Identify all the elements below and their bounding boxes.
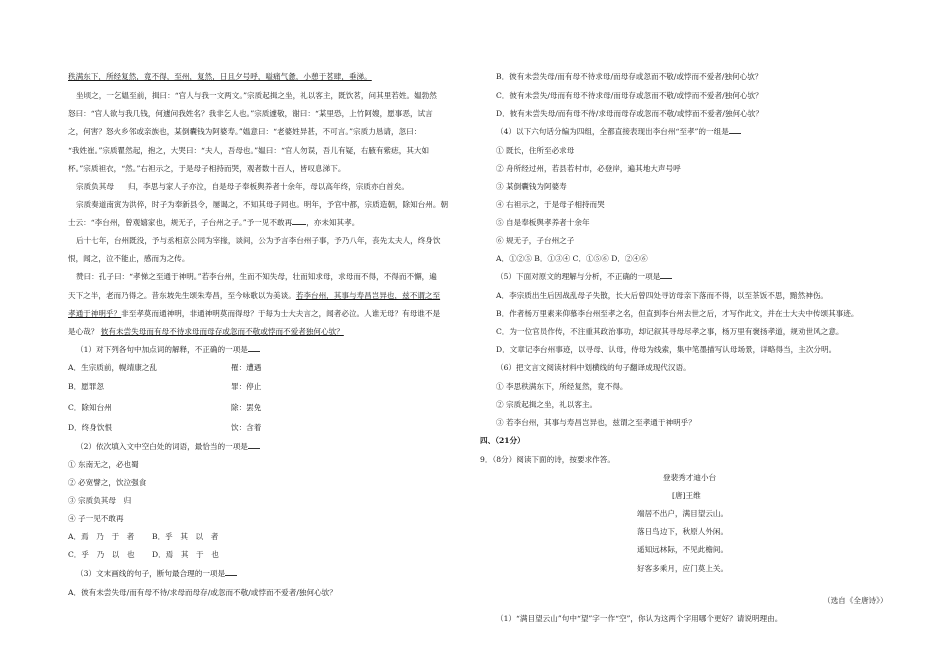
q5-option-c: C．为一位官员作传，不注重其政治事功，却记叙其寻母尽孝之事，杨万里有褒扬孝道，规劝世风之意。	[496, 327, 844, 336]
underlined-sentence-1: 秩满东下，所经复然，竟不得，至州，复然，日且夕号呼，嗌痛气惫，小憩于茗肆，垂涕。	[68, 72, 372, 81]
q2-item-2: ② 必宽譬之，饮泣强食	[68, 478, 147, 487]
q3-option-d: D．彼有未尝失母/而有母不待/求母而母存或忽而不敬/或悖而不爱者/独何心欤？	[496, 109, 763, 118]
q4-item-4: ④ 右袒示之，于是母子相持而哭	[496, 200, 605, 209]
q3-option-b: B．彼有未尝失母/而有母不待求母/而母存或忽而不敬/或悖而不爱者/独何心欤？	[496, 72, 763, 81]
para-1	[68, 72, 372, 82]
question-3-text: （3）文末画线的句子，断句最合理的一项是	[76, 569, 226, 578]
q4-item-3: ③ 某倒囊钱为阿婆寿	[496, 182, 567, 191]
para-5-line-1: 后十七年，台州既没，予与丞相京公同为宰掾，谈间，公为予言李台州子事，予乃八年，丧先太夫人，终身饮	[76, 236, 441, 245]
para-2-line-1: 坐顷之，一乞媪至前，揖曰：“官人与我一文两文。”宗质起揖之坐，礼以客主，既饮茗，问其里若姓。媪勃然	[76, 91, 437, 100]
para-2-line-4: “我姓崔。”宗质瞿然起，抱之，大哭曰：“夫人，吾母也。”媪曰：“官人勿误，吾儿有疑，右腋有紫痣，其大如	[68, 146, 430, 155]
q2-option-c: C．乎 乃 以 也	[68, 550, 135, 559]
q2-option-b: B．乎 其 以 者	[152, 532, 219, 541]
q4-item-2: ② 舟所经过州，若县若村市，必登岸，遍其地大声号呼	[496, 164, 681, 173]
q6-item-2: ② 宗质起揖之坐，礼以客主。	[496, 400, 598, 409]
q2-option-a: A．焉 乃 于 者	[68, 532, 135, 541]
para-4-line-2	[68, 218, 359, 228]
poem-line-2: 落日鸟边下，秋原人外闲。	[637, 527, 729, 536]
para-6-part-1: 天下之半，老而乃得之。昔东坡先生颂朱寿昌，至今咏歌以为美谈。	[68, 291, 296, 300]
q2-item-1: ① 东南无之，必也蜀	[68, 460, 139, 469]
poem-line-3: 遥知远林际，不见此檐间。	[637, 545, 729, 554]
q2-item-3: ③ 宗质负其母 归	[68, 496, 132, 505]
para-2-line-3: 之，何害？怒火乡邻或亲族也，某倒囊钱为阿婆寿。”媪意曰：“老婆姓异甚，不可言。”宗质力恳请，忽曰：	[68, 127, 422, 136]
poem-line-1: 端居不出户，满目望云山。	[637, 509, 729, 518]
q3-option-a: A．彼有未尝失母/而有母不待/求母而母存/或忽而不敬/或悖而不爱者/独何心欤？	[68, 588, 337, 597]
para-6-line-1: 赞曰：孔子曰：“孝悌之至通于神明。”若李台州，生而不知失母，壮而知求母，求母而不得，不得而不懈，遍	[76, 272, 437, 281]
para-2-line-2: 怒曰：“官人欲与我几钱，何遽问我姓名？我非乞人也。”宗质遽敬，谢曰：“某里恐，上竹阿嫂，愿事恶，试言	[68, 109, 433, 118]
question-5-text: （5）下面对原文的理解与分析，不正确的一项是	[496, 272, 661, 281]
para-3	[76, 182, 409, 192]
para-4-part-1: 士云：“李台州，曾观嬉家也，规无子，子台州之子。”予一见不敢再	[68, 218, 293, 227]
q2-item-4: ④ 子一见不敢再	[68, 514, 124, 523]
question-9: 9．（8分）阅读下面的诗，按要求作答。	[480, 455, 615, 464]
underlined-sentence-3b: 孝通于神明乎？	[68, 309, 122, 318]
q1-option-d: D．终身饮恨	[68, 423, 113, 432]
underlined-sentence-3a: 若李台州，其事与寿昌岂异也，兹不谓之至	[295, 291, 441, 300]
q5-option-d: D．文章记李台州事迹，以寻母、认母，侍母为线索，集中笔墨描写认母场景，详略得当，主次分明。	[496, 345, 837, 354]
question-4-text: （4）以下六句话分编为四组，全都直接表现出李台州“至孝”的一组是	[496, 127, 729, 136]
section-4-heading: 四、（21分）	[480, 436, 525, 445]
q1-option-a: A．生宗质前，幌靖康之乱	[68, 363, 158, 372]
question-6: （6）把文言文阅读材料中划横线的句子翻译成现代汉语。	[496, 363, 691, 372]
q1-option-a-meaning: 罹：遭遇	[231, 363, 262, 372]
q5-option-a: A．李宗质出生后因战乱母子失散，长大后曾四处寻访母亲下落而不得，以至茶饭不思，黯然神伤。	[496, 291, 829, 300]
q5-option-b: B．作者杨万里素来仰慕李台州至孝之名，但直到李台州去世之后，才写作此文，并在士大夫中传颂其事迹。	[496, 309, 859, 318]
q6-item-1: ① 李思秩满东下，所经复然，竟不得。	[496, 382, 628, 391]
poem-source: （选自《全唐诗》）	[823, 596, 888, 605]
para-6-line-4	[68, 327, 344, 337]
para-6-part-4: 是心哉？	[68, 327, 99, 336]
q4-item-6: ⑥ 规无子，子台州之子	[496, 236, 575, 245]
q1-option-c: C．除知台州	[68, 403, 112, 412]
question-1	[76, 345, 260, 355]
underlined-final-sentence: 彼有未尝失母而有母不待求母而母存或忽而不敬或悖而不爱者独何心欤？	[100, 327, 344, 336]
question-1-text: （1）对下列各句中加点词的解释，不正确的一项是	[76, 345, 248, 354]
question-2-text: （2）依次填入文中空白处的词语，最恰当的一项是	[76, 442, 248, 451]
q2-option-d: D．焉 其 于 也	[152, 550, 219, 559]
question-2	[76, 442, 260, 452]
para-3-part-1: 宗质负其母	[76, 182, 114, 191]
para-3-part-2: 归，李思与家人子亦泣，自是母子奉板舆养者十余年，母以高年终，宗质亦白首矣。	[127, 182, 409, 191]
para-6-line-3	[68, 309, 440, 319]
para-6-part-3: 非至孝莫而通神明，非通神明莫而得母？于每为士大夫言之，闻者必泣。人谁无母？有母谁不是	[121, 309, 441, 318]
q1-option-b: B．愿罪忽	[68, 382, 104, 391]
question-4	[496, 127, 741, 137]
para-4-part-2: ，亦未知其孝。	[306, 218, 360, 227]
q4-item-5: ⑤ 自是奉板舆孝养者十余年	[496, 218, 590, 227]
question-5	[496, 272, 672, 282]
para-6-line-2	[68, 291, 440, 301]
q9-subquestion-1: （1）“满目望云山”句中“望”字一作“空”，你认为这两个字用哪个更好？请说明理由。	[496, 614, 783, 623]
para-2-line-5: 杯。”宗质袒衣，“然。”右袒示之，于是母子相持而哭，观者数十百人，皆叹息涕下。	[68, 164, 346, 173]
poem-title: 登裴秀才迪小台	[663, 473, 717, 482]
q4-item-1: ① 既长，住所至必求母	[496, 146, 575, 155]
para-5-line-2: 恨，闻之，泣不能止，感而为之传。	[68, 254, 190, 263]
q3-option-c: C．彼有未尝失/母而有母不待求母/而母存或忽而不敬/或悖而不爱者/独何心欤？	[496, 91, 763, 100]
q4-options: A．①②⑤ B．①③④ C．①⑤⑥ D．②④⑥	[496, 254, 648, 263]
para-4-line-1: 宗质奏道南寅为洪倅，时子为奉新县令，屡谒之，不知其母子同也。明年，予官中都，宗质造朝，除知台州。朝	[76, 200, 449, 209]
q1-option-c-meaning: 除：罢免	[231, 403, 262, 412]
q1-option-b-meaning: 罪：停止	[231, 382, 262, 391]
q6-item-3: ③ 若李台州，其事与寿昌岂异也，兹谓之至孝通于神明乎？	[496, 418, 696, 427]
right-column	[475, 0, 950, 672]
q1-option-d-meaning: 饮：含着	[231, 423, 262, 432]
question-3	[76, 569, 237, 579]
poem-author: [唐]王维	[672, 491, 701, 500]
poem-line-4: 好客多乘月，应门莫上关。	[637, 564, 729, 573]
